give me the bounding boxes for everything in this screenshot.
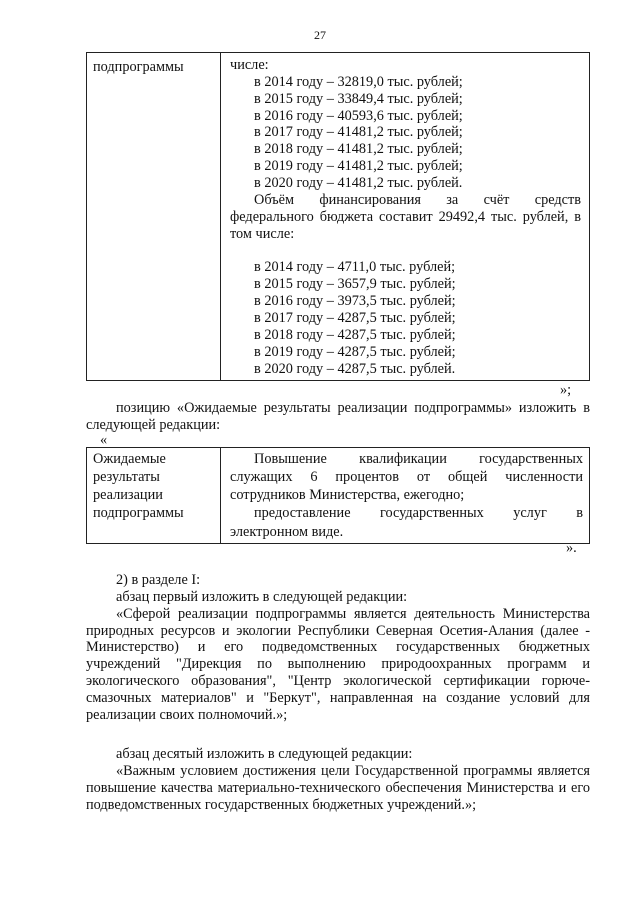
financing-line-2016: в 2016 году – 40593,6 тыс. рублей;: [254, 107, 463, 124]
financing-line-2015: в 2015 году – 33849,4 тыс. рублей;: [254, 90, 463, 107]
federal-line-2016: в 2016 году – 3973,5 тыс. рублей;: [254, 293, 456, 310]
federal-financing-text: Объём финансирования за счёт средств федерального бюджета составит 29492,4 тыс. рублей, в том числе:: [230, 191, 581, 242]
results-label-line: реализации: [93, 487, 163, 504]
section2-heading: 2) в разделе I:: [116, 572, 201, 588]
federal-line-2015: в 2015 году – 3657,9 тыс. рублей;: [254, 276, 456, 293]
financing-line-2018: в 2018 году – 41481,2 тыс. рублей;: [254, 141, 463, 158]
section2-block: [86, 572, 590, 724]
results-label-line: результаты: [93, 469, 160, 486]
abzac10-block: [86, 746, 590, 813]
financing-line-2017: в 2017 году – 41481,2 тыс. рублей;: [254, 124, 463, 141]
federal-line-2019: в 2019 году – 4287,5 тыс. рублей;: [254, 343, 456, 360]
open-quote: «: [100, 432, 108, 448]
federal-line-2020: в 2020 году – 4287,5 тыс. рублей.: [254, 360, 456, 377]
abzac1-instruction: абзац первый изложить в следующей редакции:: [116, 588, 408, 605]
results-text-1: Повышение квалификации государственных служащих 6 процентов от общей численности сотрудников Министерства, ежегодно;: [230, 451, 583, 504]
financing-label: подпрограммы: [87, 53, 221, 381]
results-table: [86, 447, 590, 544]
results-label-line: Ожидаемые: [93, 451, 166, 467]
page-number: 27: [314, 28, 326, 42]
instruction-paragraph: [86, 400, 590, 434]
results-content: [221, 448, 590, 544]
results-text-2: предоставление государственных услуг в электронном виде.: [230, 505, 583, 540]
table1-close-mark: »;: [560, 382, 572, 398]
results-label-line: подпрограммы: [93, 505, 184, 522]
results-label: [87, 448, 221, 544]
federal-line-2014: в 2014 году – 4711,0 тыс. рублей;: [254, 259, 456, 276]
financing-line-2020: в 2020 году – 41481,2 тыс. рублей.: [254, 175, 463, 192]
abzac1-text: «Сферой реализации подпрограммы является деятельность Министерства природных ресурсов и экологии Республики Северная Осетия-Алания (далее - Министерство) и его подведомственных государственных бюджетных учреждений "Дирекция по выполнению природоохранных программ и экологического образования", "Центр экологической сертификации горюче-смазочных материалов" и "Беркут", направленная на создание условий для реализации своих полномочий.»;: [86, 605, 590, 723]
table2-close-mark: ».: [566, 540, 577, 556]
federal-line-2018: в 2018 году – 4287,5 тыс. рублей;: [254, 326, 456, 343]
financing-line-0: числе:: [230, 57, 269, 73]
financing-table: [86, 52, 590, 381]
federal-line-2017: в 2017 году – 4287,5 тыс. рублей;: [254, 310, 456, 327]
financing-content: [221, 53, 590, 381]
spacer: [230, 242, 581, 259]
abzac10-instruction: абзац десятый изложить в следующей редакции:: [116, 746, 413, 762]
financing-line-2014: в 2014 году – 32819,0 тыс. рублей;: [254, 73, 463, 90]
abzac10-text: «Важным условием достижения цели Государственной программы является повышение качества материально-технического обеспечения Министерства и его подведомственных государственных бюджетных учреждений.»;: [86, 762, 590, 813]
instruction-text: позицию «Ожидаемые результаты реализации подпрограммы» изложить в следующей редакции:: [86, 400, 590, 433]
financing-line-2019: в 2019 году – 41481,2 тыс. рублей;: [254, 158, 463, 175]
